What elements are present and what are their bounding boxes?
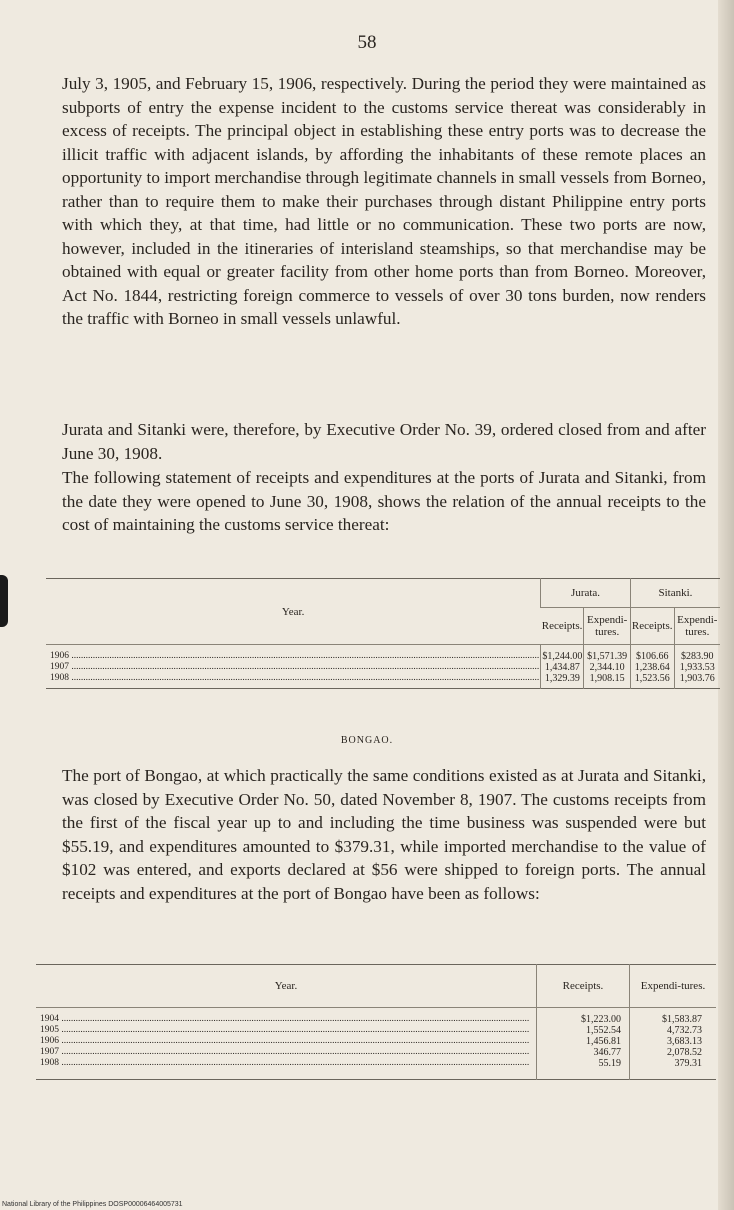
footer-credit: National Library of the Philippines DOSP00006464005731 (2, 1201, 183, 1208)
receipts-column: $1,223.00 1,552.54 1,456.81 346.77 55.19 (537, 1008, 630, 1080)
year-column: 1906 ..... 1907 ..... 1908 ..... (46, 645, 541, 689)
page-edge (718, 0, 734, 1210)
jurata-receipts-header: Receipts. (541, 608, 584, 645)
year-header: Year. (36, 965, 537, 1008)
binding-shadow (0, 575, 8, 627)
receipts-header: Receipts. (537, 965, 630, 1008)
sitanki-header: Sitanki. (630, 579, 720, 608)
expenditures-header: Expendi-tures. (630, 965, 717, 1008)
table-row (36, 1008, 716, 1080)
jurata-expenditures-header: Expendi-tures. (584, 608, 630, 645)
jurata-header: Jurata. (541, 579, 631, 608)
jurata-expenditures-column: $1,571.39 2,344.10 1,908.15 (584, 645, 630, 689)
paragraph-intro: July 3, 1905, and February 15, 1906, respectively. During the period they were maintained as subports of entry the expense incident to the customs service thereat was considerably in excess of receipts. The principal object in establishing these entry ports was to decrease the illicit traffic with adjacent islands, by affording the inhabitants of these remote places an opportunity to import merchandise through legitimate channels in small vessels from Borneo, rather than to require them to make their purchases through distant Philippine entry ports with which they, at that time, had little or no communication. These two ports are now, however, included in the itineraries of interisland steamships, so that merchandise may be obtained with equal or greater facility from other home ports than from Borneo. Moreover, Act No. 1844, restricting foreign commerce to vessels of over 30 tons burden, now renders the traffic with Borneo in small vessels unlawful. (62, 74, 706, 328)
paragraph-bongao: The port of Bongao, at which practically the same conditions existed as at Jurata and Sitanki, was closed by Executive Order No. 50, dated November 8, 1907. The customs receipts from the first of the fiscal year up to and including the time business was suspended were but $55.19, and expenditures amounted to $379.31, while imported merchandise to the value of $102 was entered, and exports declared at $56 were shipped to foreign ports. The annual receipts and expenditures at the port of Bongao have been as follows: (62, 766, 706, 903)
section-heading: BONGAO. (340, 735, 394, 746)
expenditures-column: $1,583.87 4,732.73 3,683.13 2,078.52 379.31 (630, 1008, 717, 1080)
paragraph-closure-order: Jurata and Sitanki were, therefore, by Executive Order No. 39, ordered closed from and after June 30, 1908. (62, 420, 706, 463)
year-column: 1904 ..... 1905 ..... 1906 ..... 1907 ..... 1908 ..... (36, 1008, 537, 1080)
paragraph-statement: The following statement of receipts and expenditures at the ports of Jurata and Sitanki, from the date they were opened to June 30, 1908, shows the relation of the annual receipts to the cost of maintaining the customs service thereat: (62, 468, 706, 534)
sitanki-receipts-header: Receipts. (630, 608, 674, 645)
sitanki-receipts-column: $106.66 1,238.64 1,523.56 (630, 645, 674, 689)
year-header: Year. (46, 579, 541, 645)
bongao-table (36, 964, 716, 1080)
page-number: 58 (357, 32, 377, 53)
sitanki-expenditures-header: Expendi-tures. (674, 608, 720, 645)
table-row (46, 645, 720, 689)
sitanki-expenditures-column: $283.90 1,933.53 1,903.76 (674, 645, 720, 689)
jurata-sitanki-table (46, 578, 720, 689)
jurata-receipts-column: $1,244.00 1,434.87 1,329.39 (541, 645, 584, 689)
